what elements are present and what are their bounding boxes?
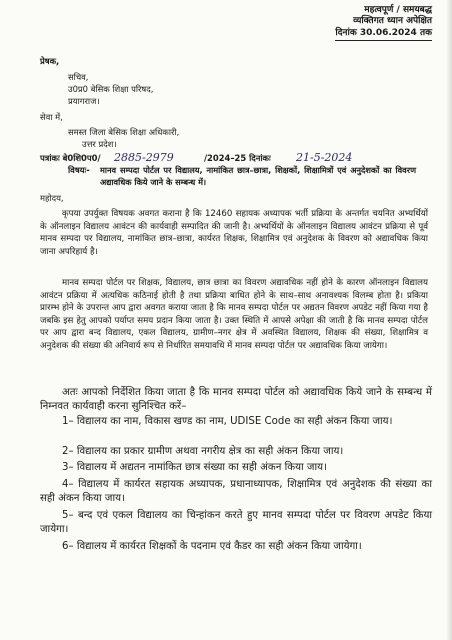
instruction-item: 2– विद्यालय का प्रकार ग्रामीण अथवा नगरीय क्षेत्र का सही अंकन किया जाय। [62, 446, 344, 457]
sender-name: सचिव, [68, 72, 89, 82]
instruction-item: 4– विद्यालय में कार्यरत सहायक अध्यापक, प्रधानाध्यापक, शिक्षामित्र एवं अनुदेशक की संख्या का सही अंकन किया जाय। [40, 479, 432, 504]
instruction-item: 3– विद्यालय में अद्यतन नामांकित छात्र संख्या का सही अंकन किया जाय। [62, 462, 327, 473]
priority-tag: महत्वपूर्ण / समयबद्ध [364, 5, 432, 15]
subject-label: विषयः- [68, 165, 90, 175]
session-date-label: /2024–25 दिनांकः [204, 153, 271, 163]
instruction-item: 6– विद्यालय में कार्यरत शिक्षकों के पदनाम एवं कैडर का सही अंकन किया जायेगा। [62, 541, 362, 552]
paragraph-3: अतः आपको निर्देशित किया जाता है कि मानव सम्पदा पोर्टल को अद्यावधिक किये जाने के सम्बन्ध में निम्नवत कार्यवाही करना सुनिश्चित करें– [40, 387, 432, 412]
recipient-line1: समस्त जिला बेसिक शिक्षा अधिकारी, [68, 127, 180, 137]
sender-org: उ0प्र0 बेसिक शिक्षा परिषद, [68, 84, 154, 94]
recipient-label: सेवा में, [40, 112, 63, 122]
paragraph-1: कृपया उपर्युक्त विषयक अवगत कराना है कि 12460 सहायक अध्यापक भर्ती प्रक्रिया के अन्तर्गत चयनित अभ्यर्थियों के ऑनलाइन विद्यालय आवंटन की कार्यवाही सम्पादित की जानी है। अभ्यर्थियों के ऑनलाइन विद्यालय आवंटन प्रक्रिया से पूर्व मानव सम्पदा पर विद्यालय, नामांकित छात्र–छात्रा, कार्यरत शिक्षक, शिक्षामित्र एवं अनुदेशक के विवरण को अद्यावधिक किया जाना अपरिहार्य है। [40, 209, 428, 257]
sender-label: प्रेषक, [40, 56, 60, 66]
recipient-line2: उत्तर प्रदेश। [82, 139, 117, 149]
subject-text: मानव सम्पदा पोर्टल पर विद्यालय, नामांकित छात्र–छात्रा, शिक्षकों, शिक्षामित्रों एवं अनुदेशकों का विवरण अद्यावधिक किये जाने के सम्बन्ध में। [100, 165, 416, 187]
sender-city: प्रयागराज। [68, 96, 100, 106]
paragraph-2: मानव सम्पदा पोर्टल पर शिक्षक, विद्यालय, छात्र छात्रा का विवरण अद्यावधिक नहीं होने के कारण ऑनलाइन विद्यालय आवंटन प्रक्रिया में अत्यधिक कठिनाई होती है तथा प्रक्रिया बाधित होने के साथ–साथ अनावश्यक विलम्ब होता है। प्रकिया प्रारम्भ होने के उपरान्त आप द्वारा अवगत कराया जाता है कि मानव सम्पदा पोर्टल पर अद्यतन विवरण अपडेट नहीं किया गया है जबकि इस हेतु आपको पर्याप्त समय प्रदान किया जाता है। उक्त स्थिति में आपसे अपेक्षा की जाती है कि मानव सम्पदा पोर्टल पर आप द्वारा बन्द विद्यालय, एकल विद्यालय, ग्रामीण–नगर क्षेत्र में अवस्थित विद्यालय, शिक्षक की संख्या, शिक्षामित्र व अनुदेशक की संख्या की अनिवार्य रूप से निर्धारित समयावधि में मानव सम्पदा पोर्टल पर अद्यावधिक किया जायेगा। [40, 278, 428, 351]
attention-tag: व्यक्तिगत ध्यान अपेक्षित [353, 16, 432, 26]
instruction-item: 5– बन्द एवं एकल विद्यालय का चिन्हांकन करते हुए मानव सम्पदा पोर्टल पर विवरण अपडेट किया जायेगा। [40, 510, 432, 535]
deadline-tag: दिनांक 30.06.2024 तक [335, 27, 432, 41]
salutation: महोदय, [40, 193, 64, 203]
page-edge-shadow [446, 0, 452, 640]
reference-number-handwritten: 2885-2979 [114, 151, 174, 164]
instruction-item: 1– विद्यालय का नाम, विकास खण्ड का नाम, UDISE Code का सही अंकन किया जाय। [62, 416, 393, 427]
reference-label: पत्रांकः बे0शि0प0/ [40, 153, 101, 163]
date-handwritten: 21-5-2024 [296, 151, 353, 164]
